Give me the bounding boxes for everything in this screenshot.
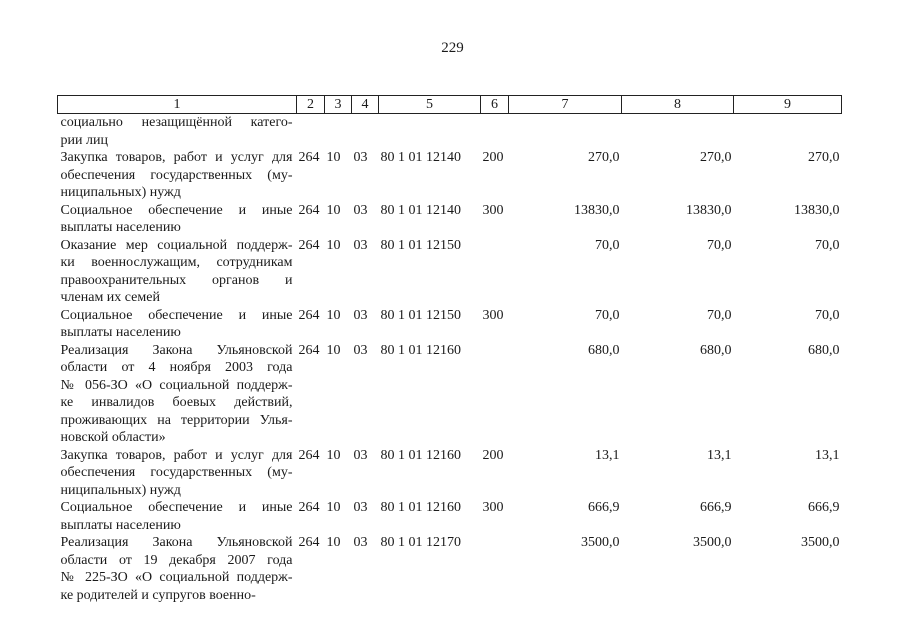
cell-col-5: 80 1 01 12160 <box>380 500 461 515</box>
cell-col-8: 666,9 <box>700 500 732 515</box>
header-col-3: 3 <box>325 96 352 114</box>
cell-col-8: 270,0 <box>700 150 732 165</box>
row-name-line: выплаты населению <box>60 220 181 235</box>
row-name-line: рии лиц <box>60 132 108 148</box>
table-row <box>58 499 842 534</box>
row-name-line: Оказание мер социальной поддерж- <box>60 237 293 253</box>
cell-col-6: 300 <box>482 202 504 218</box>
cell-col-9: 70,0 <box>815 237 840 253</box>
cell-col-2: 264 <box>298 342 320 358</box>
cell-col-4: 03 <box>353 202 368 218</box>
row-name-line: выплаты населению <box>60 325 181 340</box>
cell-col-1 <box>58 202 297 237</box>
cell-col-8: 70,0 <box>707 307 732 323</box>
row-name-line: № 056-ЗО «О социальной поддерж- <box>60 377 293 393</box>
cell-col-1 <box>58 114 297 150</box>
row-name-line: области от 4 ноября 2003 года <box>60 360 293 375</box>
cell-col-5 <box>379 114 481 150</box>
table-header <box>58 96 842 114</box>
cell-col-8: 13830,0 <box>686 202 732 218</box>
table-row <box>58 447 842 500</box>
cell-col-5: 80 1 01 12140 <box>380 150 461 165</box>
table-row <box>58 237 842 307</box>
cell-col-9: 270,0 <box>808 150 840 165</box>
cell-col-9: 70,0 <box>815 307 840 323</box>
cell-col-3: 10 <box>326 202 341 218</box>
cell-col-2: 264 <box>298 150 320 165</box>
cell-col-4: 03 <box>353 307 368 323</box>
cell-col-6 <box>481 114 509 150</box>
cell-col-2: 264 <box>298 307 320 323</box>
cell-col-4: 03 <box>353 500 368 515</box>
cell-col-5: 80 1 01 12160 <box>380 447 461 463</box>
table-row <box>58 342 842 447</box>
row-name-line: Социальное обеспечение и иные <box>60 500 293 515</box>
cell-col-6: 300 <box>482 500 504 515</box>
row-name-line: выплаты населению <box>60 517 181 533</box>
cell-col-7: 70,0 <box>595 237 620 253</box>
cell-col-1 <box>58 307 297 342</box>
cell-col-6: 300 <box>482 307 504 323</box>
row-name-line: ниципальных) нужд <box>60 482 181 498</box>
cell-col-3: 10 <box>326 150 341 165</box>
cell-col-7: 270,0 <box>588 150 620 165</box>
cell-col-9: 3500,0 <box>801 535 840 550</box>
cell-col-9: 13,1 <box>815 447 840 463</box>
cell-col-3: 10 <box>326 500 341 515</box>
cell-col-6 <box>481 237 509 307</box>
cell-col-2: 264 <box>298 535 320 550</box>
table-row <box>58 149 842 202</box>
row-name-line: № 225-ЗО «О социальной поддерж- <box>60 570 293 585</box>
cell-col-2: 264 <box>298 202 320 218</box>
header-col-2: 2 <box>297 96 325 114</box>
header-col-8: 8 <box>622 96 734 114</box>
table-row <box>58 307 842 342</box>
row-name-line: ки военнослужащим, сотрудникам <box>60 255 293 270</box>
row-name-line: Закупка товаров, работ и услуг для <box>60 447 293 463</box>
header-col-7: 7 <box>509 96 622 114</box>
row-name-line: Закупка товаров, работ и услуг для <box>60 150 293 165</box>
cell-col-7: 680,0 <box>588 342 620 358</box>
header-row <box>58 96 842 114</box>
cell-col-3: 10 <box>326 447 341 463</box>
cell-col-4: 03 <box>353 237 368 253</box>
cell-col-6: 200 <box>482 447 504 463</box>
row-name-line: членам их семей <box>60 290 160 305</box>
cell-col-5: 80 1 01 12150 <box>380 307 461 323</box>
cell-col-2: 264 <box>298 500 320 515</box>
budget-table <box>57 95 842 604</box>
cell-col-7: 3500,0 <box>581 535 620 550</box>
cell-col-5: 80 1 01 12160 <box>380 342 461 358</box>
cell-col-6 <box>481 534 509 604</box>
cell-col-7: 13830,0 <box>574 202 620 218</box>
cell-col-5: 80 1 01 12170 <box>380 535 461 550</box>
cell-col-2: 264 <box>298 447 320 463</box>
cell-col-7: 13,1 <box>595 447 620 463</box>
cell-col-8: 70,0 <box>707 237 732 253</box>
row-name-line: обеспечения государственных (му- <box>60 167 293 183</box>
cell-col-4: 03 <box>353 150 368 165</box>
row-name-line: ниципальных) нужд <box>60 185 181 200</box>
cell-col-8 <box>622 114 734 150</box>
cell-col-3: 10 <box>326 535 341 550</box>
cell-col-5: 80 1 01 12150 <box>380 237 461 253</box>
cell-col-9: 13830,0 <box>794 202 840 218</box>
table-row <box>58 202 842 237</box>
cell-col-5: 80 1 01 12140 <box>380 202 461 218</box>
row-name-line: Реализация Закона Ульяновской <box>60 342 293 358</box>
row-name-line: Социальное обеспечение и иные <box>60 307 293 323</box>
cell-col-7: 666,9 <box>588 500 620 515</box>
row-name-line: Реализация Закона Ульяновской <box>60 535 293 550</box>
cell-col-1 <box>58 237 297 307</box>
cell-col-1 <box>58 534 297 604</box>
row-name-line: новской области» <box>60 430 166 445</box>
row-name-line: правоохранительных органов и <box>60 272 293 288</box>
row-name-line: ке инвалидов боевых действий, <box>60 395 293 410</box>
cell-col-3 <box>325 114 352 150</box>
cell-col-1 <box>58 447 297 500</box>
header-col-4: 4 <box>352 96 379 114</box>
header-col-1: 1 <box>58 96 297 114</box>
cell-col-4: 03 <box>353 447 368 463</box>
cell-col-8: 3500,0 <box>693 535 732 550</box>
row-name-line: социально незащищённой катего- <box>60 115 293 130</box>
cell-col-1 <box>58 149 297 202</box>
cell-col-6 <box>481 342 509 447</box>
header-col-9: 9 <box>734 96 842 114</box>
cell-col-7 <box>509 114 622 150</box>
cell-col-6: 200 <box>482 150 504 165</box>
cell-col-1 <box>58 342 297 447</box>
cell-col-8: 13,1 <box>707 447 732 463</box>
cell-col-4 <box>352 114 379 150</box>
cell-col-4: 03 <box>353 535 368 550</box>
cell-col-3: 10 <box>326 307 341 323</box>
page-number: 229 <box>441 40 464 56</box>
cell-col-2: 264 <box>298 237 320 253</box>
row-name-line: ке родителей и супругов военно- <box>60 587 256 603</box>
row-name-line: проживающих на территории Улья- <box>60 412 293 428</box>
table-row <box>58 114 842 150</box>
row-name-line: обеспечения государственных (му- <box>60 465 293 480</box>
cell-col-9 <box>734 114 842 150</box>
row-name-line: Социальное обеспечение и иные <box>60 202 293 218</box>
cell-col-4: 03 <box>353 342 368 358</box>
cell-col-3: 10 <box>326 237 341 253</box>
cell-col-9: 680,0 <box>808 342 840 358</box>
header-col-6: 6 <box>481 96 509 114</box>
cell-col-1 <box>58 499 297 534</box>
cell-col-7: 70,0 <box>595 307 620 323</box>
cell-col-2 <box>297 114 325 150</box>
cell-col-3: 10 <box>326 342 341 358</box>
cell-col-8: 680,0 <box>700 342 732 358</box>
table-row <box>58 534 842 604</box>
cell-col-9: 666,9 <box>808 500 840 515</box>
header-col-5: 5 <box>379 96 481 114</box>
row-name-line: области от 19 декабря 2007 года <box>60 552 293 568</box>
table-body <box>58 114 842 605</box>
